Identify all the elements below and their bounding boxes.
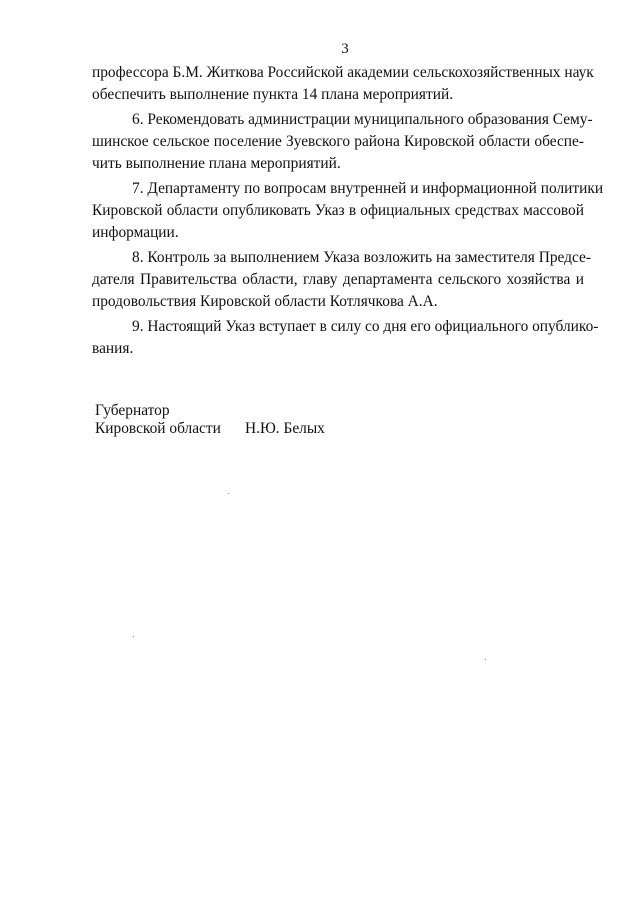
paragraph-8-line: продовольствия Кировской области Котлячкова А.А. [92,293,438,310]
page-number: 3 [341,41,349,57]
paragraph-7-line: 7. Департаменту по вопросам внутренней и информационной политики [132,180,604,197]
scan-speck [485,659,486,660]
text-line: обеспечить выполнение пункта 14 плана мероприятий. [92,86,454,103]
signature-name: Н.Ю. Белых [245,420,325,437]
signature-title: Губернатор [95,402,170,419]
paragraph-8-line: 8. Контроль за выполнением Указа возложить на заместителя Предсе- [132,249,591,266]
paragraph-6-line: шинское сельское поселение Зуевского района Кировской области обеспе- [92,133,584,150]
paragraph-6-line: чить выполнение плана мероприятий. [92,155,341,172]
text-line: профессора Б.М. Житкова Российской академии сельскохозяйственных наук [92,64,594,81]
paragraph-8-line: дателя Правительства области, главу департамента сельского хозяйства и [92,271,584,288]
paragraph-9-line: вания. [92,340,134,357]
signature-region: Кировской области [95,420,221,437]
paragraph-6-line: 6. Рекомендовать администрации муниципального образования Сему- [132,111,593,128]
scan-speck [133,636,134,637]
paragraph-9-line: 9. Настоящий Указ вступает в силу со дня его официального опублико- [132,318,599,335]
paragraph-7-line: информации. [92,224,179,241]
scan-speck [228,493,229,494]
paragraph-7-line: Кировской области опубликовать Указ в официальных средствах массовой [92,202,584,219]
